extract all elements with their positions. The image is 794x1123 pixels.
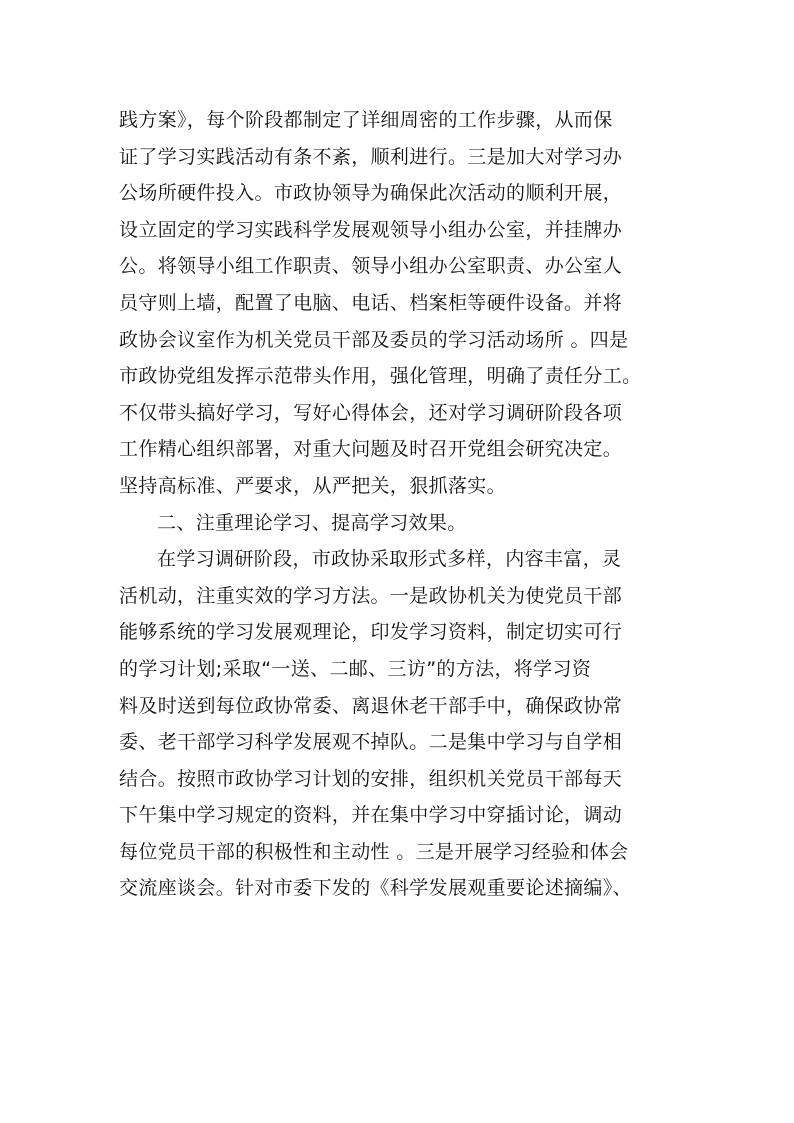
- text-line: 证了学习实践活动有条不紊，顺利进行。三是加大对学习办: [119, 145, 623, 168]
- text-line: 委、老干部学习科学发展观不掉队。二是集中学习与自学相: [119, 731, 623, 754]
- text-line: 下午集中学习规定的资料，并在集中学习中穿插讨论，调动: [119, 804, 623, 827]
- text-line: 交流座谈会。针对市委下发的《科学发展观重要论述摘编》、: [119, 877, 632, 900]
- text-line: 践方案》，每个阶段都制定了详细周密的工作步骤，从而保: [119, 109, 613, 131]
- text-line: 料及时送到每位政协常委、离退休老干部手中，确保政协常: [119, 694, 623, 717]
- text-line: 政协会议室作为机关党员干部及委员的学习活动场所 。四是: [119, 328, 629, 351]
- text-line: 公。将领导小组工作职责、领导小组办公室职责、办公室人: [119, 255, 623, 278]
- text-line: 每位党员干部的积极性和主动性 。三是开展学习经验和体会: [119, 840, 629, 863]
- text-line: 设立固定的学习实践科学发展观领导小组办公室，并挂牌办: [119, 218, 623, 241]
- text-line: 公场所硬件投入。市政协领导为确保此次活动的顺利开展，: [119, 182, 623, 205]
- text-line: 结合。按照市政协学习计划的安排，组织机关党员干部每天: [119, 767, 623, 790]
- text-line: 活机动，注重实效的学习方法。一是政协机关为使党员干部: [119, 584, 623, 607]
- text-line: 能够系统的学习发展观理论，印发学习资料，制定切实可行: [119, 621, 623, 644]
- body-text: [119, 102, 699, 907]
- text-line: 不仅带头搞好学习，写好心得体会，还对学习调研阶段各项: [119, 401, 623, 424]
- section-heading: 二、注重理论学习、提高学习效果。: [157, 511, 467, 534]
- text-line: 工作精心组织部署，对重大问题及时召开党组会研究决定。: [119, 438, 623, 461]
- text-line: 的学习计划;采取“一送、二邮、三访”的方法，将学习资: [119, 657, 592, 680]
- text-line: 市政协党组发挥示范带头作用，强化管理，明确了责任分工。: [119, 365, 642, 388]
- text-line: 员守则上墙，配置了电脑、电话、档案柜等硬件设备。并将: [119, 291, 623, 314]
- text-line: 坚持高标准、严要求，从严把关，狠抓落实。: [119, 474, 507, 497]
- paragraph-first-line: 在学习调研阶段，市政协采取形式多样，内容丰富，灵: [157, 548, 622, 571]
